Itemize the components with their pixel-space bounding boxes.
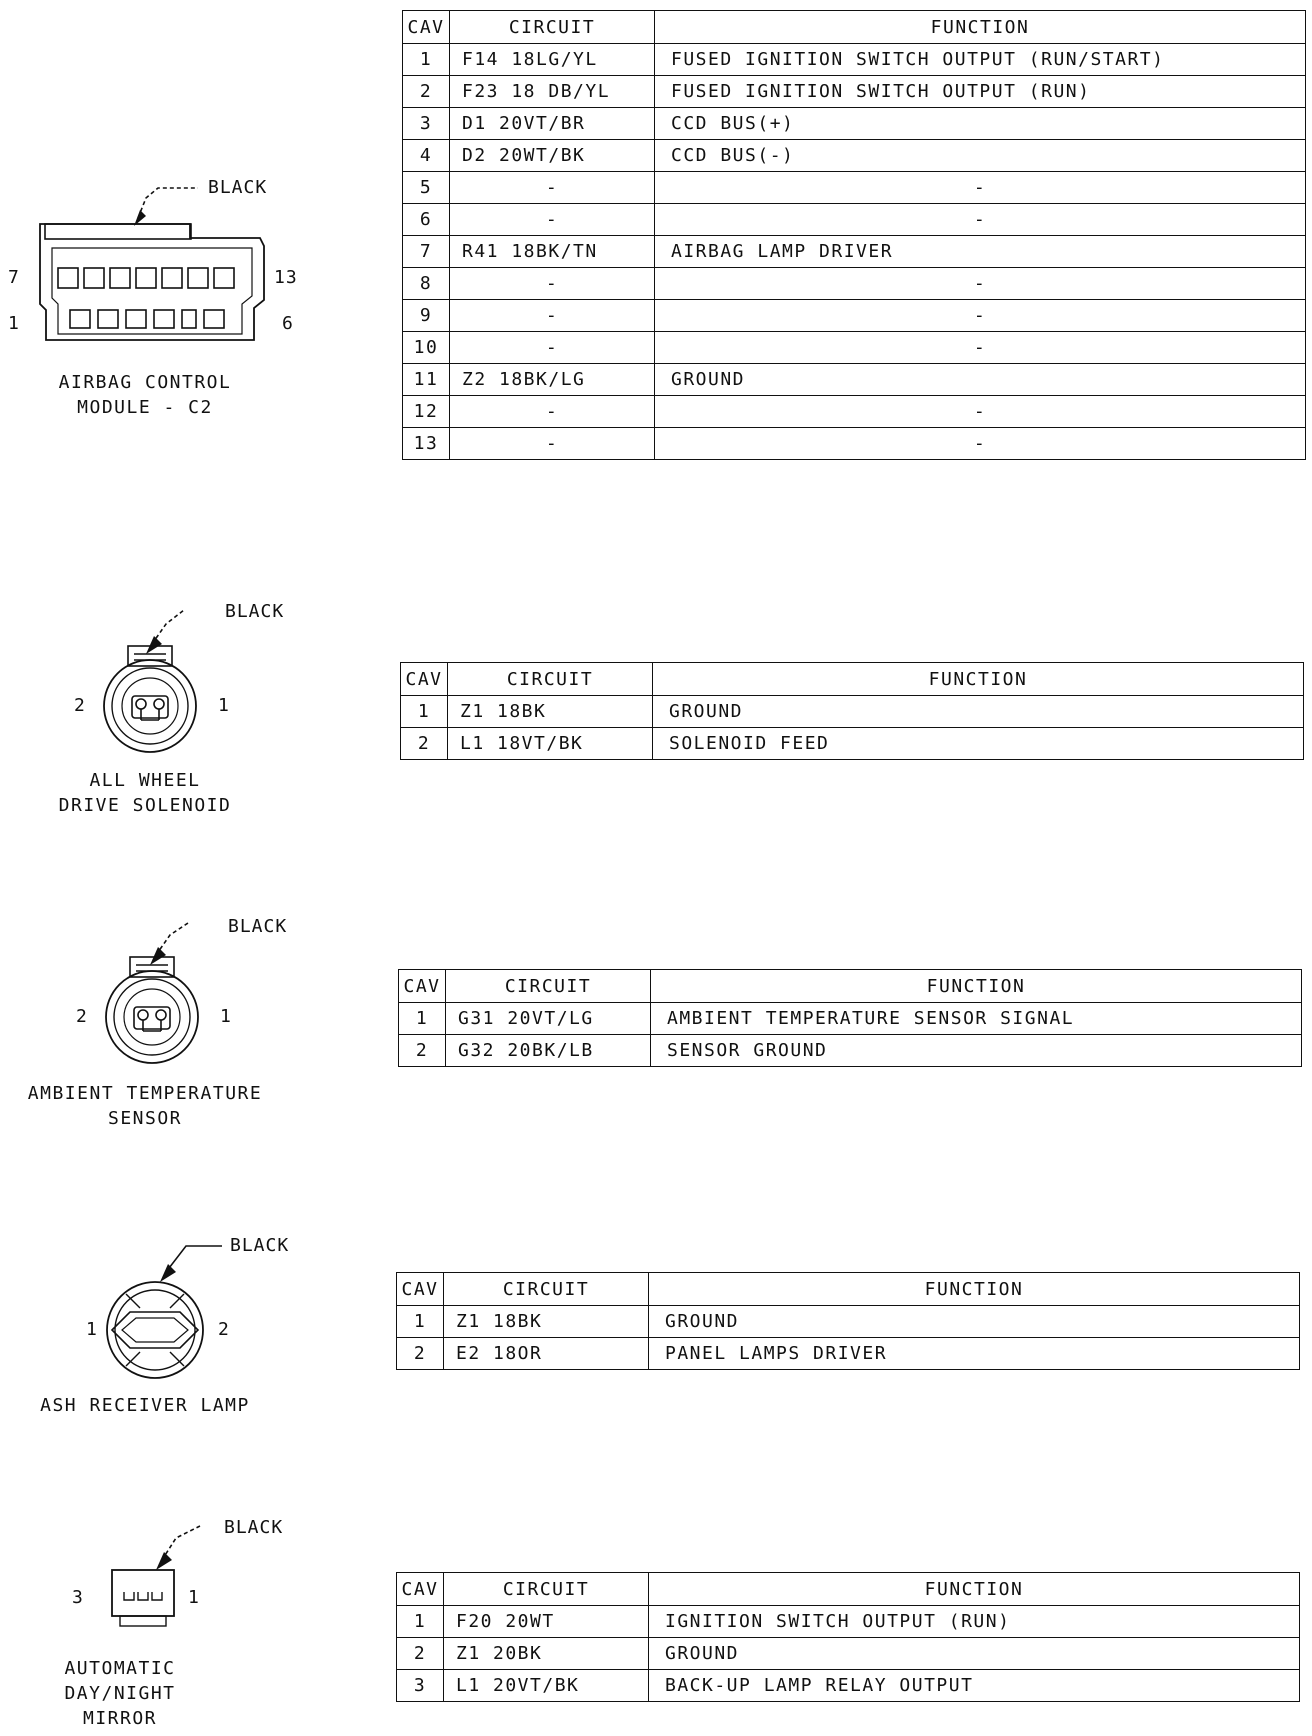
pin-label-bottom-right: 6 — [282, 313, 294, 334]
circuit-cell: D2 20WT/BK — [450, 140, 655, 172]
header-function: FUNCTION — [655, 11, 1306, 44]
table-header-row — [401, 663, 1304, 696]
table-row — [403, 76, 1306, 108]
function-cell: - — [655, 172, 1306, 204]
table-row — [403, 140, 1306, 172]
table-row — [403, 44, 1306, 76]
function-cell: GROUND — [655, 364, 1306, 396]
circuit-cell: G32 20BK/LB — [446, 1035, 651, 1067]
circuit-cell: L1 18VT/BK — [448, 728, 653, 760]
table-header-row — [403, 11, 1306, 44]
connector-all-wheel-drive-solenoid — [0, 590, 1312, 830]
table-row — [403, 396, 1306, 428]
cav-cell: 8 — [403, 268, 450, 300]
header-circuit: CIRCUIT — [448, 663, 653, 696]
cav-cell: 1 — [403, 44, 450, 76]
table-row — [401, 728, 1304, 760]
function-cell: - — [655, 204, 1306, 236]
circuit-cell: F23 18 DB/YL — [450, 76, 655, 108]
table-row — [403, 300, 1306, 332]
table-row — [397, 1306, 1300, 1338]
cav-cell: 2 — [399, 1035, 446, 1067]
header-circuit: CIRCUIT — [444, 1573, 649, 1606]
header-function: FUNCTION — [651, 970, 1302, 1003]
caption-line: SENSOR — [107, 1108, 183, 1129]
color-label: BLACK — [225, 601, 285, 622]
pin-label-top-left: 7 — [8, 267, 20, 288]
caption-line: AIRBAG CONTROL — [58, 372, 232, 393]
table-row — [403, 172, 1306, 204]
connector-automatic-day-night-mirror — [0, 1508, 1312, 1736]
cav-cell: 12 — [403, 396, 450, 428]
caption-line: DRIVE SOLENOID — [58, 795, 232, 816]
table-header-row — [399, 970, 1302, 1003]
header-cav: CAV — [397, 1273, 444, 1306]
circuit-cell: F14 18LG/YL — [450, 44, 655, 76]
header-circuit: CIRCUIT — [446, 970, 651, 1003]
circuit-cell: D1 20VT/BR — [450, 108, 655, 140]
table-row — [397, 1670, 1300, 1702]
function-cell: - — [655, 300, 1306, 332]
pin-label-left: 2 — [74, 695, 86, 716]
connector-caption — [20, 1393, 270, 1418]
circuit-cell: G31 20VT/LG — [446, 1003, 651, 1035]
circuit-cell: - — [450, 428, 655, 460]
cav-cell: 1 — [399, 1003, 446, 1035]
cav-cell: 1 — [401, 696, 448, 728]
header-cav: CAV — [403, 11, 450, 44]
pin-label-top-right: 13 — [274, 267, 298, 288]
pin-label-bottom-left: 1 — [8, 313, 20, 334]
function-cell: FUSED IGNITION SWITCH OUTPUT (RUN) — [655, 76, 1306, 108]
table-row — [401, 696, 1304, 728]
cav-cell: 3 — [397, 1670, 444, 1702]
cav-cell: 9 — [403, 300, 450, 332]
cav-cell: 7 — [403, 236, 450, 268]
table-row — [399, 1003, 1302, 1035]
function-cell: AIRBAG LAMP DRIVER — [655, 236, 1306, 268]
cav-cell: 2 — [397, 1638, 444, 1670]
caption-line: MIRROR — [82, 1708, 158, 1729]
table-header-row — [397, 1573, 1300, 1606]
header-cav: CAV — [399, 970, 446, 1003]
pinout-table — [400, 662, 1304, 760]
connector-caption — [40, 1656, 200, 1731]
connector-ambient-temperature-sensor — [0, 905, 1312, 1145]
cav-cell: 11 — [403, 364, 450, 396]
function-cell: CCD BUS(-) — [655, 140, 1306, 172]
caption-line: AUTOMATIC — [64, 1658, 176, 1679]
function-cell: GROUND — [649, 1306, 1300, 1338]
caption-line: AMBIENT TEMPERATURE — [27, 1083, 263, 1104]
color-label: BLACK — [230, 1235, 290, 1256]
table-header-row — [397, 1273, 1300, 1306]
circuit-cell: L1 20VT/BK — [444, 1670, 649, 1702]
pin-label-right: 1 — [218, 695, 230, 716]
pin-label-left: 2 — [76, 1006, 88, 1027]
cav-cell: 3 — [403, 108, 450, 140]
circuit-cell: E2 18OR — [444, 1338, 649, 1370]
header-circuit: CIRCUIT — [450, 11, 655, 44]
cav-cell: 1 — [397, 1606, 444, 1638]
table-row — [403, 428, 1306, 460]
table-row — [403, 268, 1306, 300]
function-cell: SENSOR GROUND — [651, 1035, 1302, 1067]
cav-cell: 5 — [403, 172, 450, 204]
circuit-cell: - — [450, 172, 655, 204]
circuit-cell: - — [450, 396, 655, 428]
function-cell: IGNITION SWITCH OUTPUT (RUN) — [649, 1606, 1300, 1638]
circuit-cell: R41 18BK/TN — [450, 236, 655, 268]
table-row — [399, 1035, 1302, 1067]
function-cell: SOLENOID FEED — [653, 728, 1304, 760]
connector-caption — [10, 1081, 280, 1131]
connector-caption — [40, 768, 250, 818]
function-cell: - — [655, 332, 1306, 364]
function-cell: - — [655, 428, 1306, 460]
function-cell: CCD BUS(+) — [655, 108, 1306, 140]
pin-label-left: 1 — [86, 1319, 98, 1340]
airbag-connector-drawing — [0, 0, 320, 420]
function-cell: - — [655, 396, 1306, 428]
cav-cell: 2 — [401, 728, 448, 760]
cav-cell: 2 — [397, 1338, 444, 1370]
circuit-cell: Z1 18BK — [448, 696, 653, 728]
cav-cell: 13 — [403, 428, 450, 460]
function-cell: PANEL LAMPS DRIVER — [649, 1338, 1300, 1370]
function-cell: GROUND — [653, 696, 1304, 728]
function-cell: GROUND — [649, 1638, 1300, 1670]
bottom-row-cavities — [70, 310, 224, 328]
connector-caption — [40, 370, 250, 420]
table-row — [397, 1338, 1300, 1370]
table-row — [397, 1606, 1300, 1638]
circuit-cell: Z1 18BK — [444, 1306, 649, 1338]
function-cell: - — [655, 268, 1306, 300]
circuit-cell: - — [450, 300, 655, 332]
caption-line: DAY/NIGHT — [64, 1683, 176, 1704]
header-function: FUNCTION — [649, 1273, 1300, 1306]
table-row — [397, 1638, 1300, 1670]
circuit-cell: - — [450, 332, 655, 364]
function-cell: BACK-UP LAMP RELAY OUTPUT — [649, 1670, 1300, 1702]
header-cav: CAV — [397, 1573, 444, 1606]
cav-cell: 10 — [403, 332, 450, 364]
cav-cell: 1 — [397, 1306, 444, 1338]
connector-airbag-control-module-c2 — [0, 0, 1312, 480]
table-row — [403, 332, 1306, 364]
caption-line: MODULE - C2 — [77, 397, 213, 418]
header-function: FUNCTION — [649, 1573, 1300, 1606]
cav-cell: 2 — [403, 76, 450, 108]
function-cell: FUSED IGNITION SWITCH OUTPUT (RUN/START) — [655, 44, 1306, 76]
top-row-cavities — [58, 268, 234, 288]
pin-label-left: 3 — [72, 1587, 84, 1608]
table-row — [403, 204, 1306, 236]
pinout-table — [396, 1572, 1300, 1702]
pin-label-right: 1 — [220, 1006, 232, 1027]
circuit-cell: Z2 18BK/LG — [450, 364, 655, 396]
pin-label-right: 1 — [188, 1587, 200, 1608]
header-circuit: CIRCUIT — [444, 1273, 649, 1306]
pinout-table — [398, 969, 1302, 1067]
circuit-cell: - — [450, 204, 655, 236]
function-cell: AMBIENT TEMPERATURE SENSOR SIGNAL — [651, 1003, 1302, 1035]
header-cav: CAV — [401, 663, 448, 696]
header-function: FUNCTION — [653, 663, 1304, 696]
caption-line: ALL WHEEL — [89, 770, 201, 791]
color-label: BLACK — [224, 1517, 284, 1538]
color-label: BLACK — [228, 916, 288, 937]
circuit-cell: - — [450, 268, 655, 300]
cav-cell: 6 — [403, 204, 450, 236]
circuit-cell: F20 20WT — [444, 1606, 649, 1638]
table-row — [403, 364, 1306, 396]
pin-label-right: 2 — [218, 1319, 230, 1340]
table-row — [403, 108, 1306, 140]
cav-cell: 4 — [403, 140, 450, 172]
pinout-table — [396, 1272, 1300, 1370]
pinout-table — [402, 10, 1306, 460]
circuit-cell: Z1 20BK — [444, 1638, 649, 1670]
connector-ash-receiver-lamp — [0, 1228, 1312, 1438]
color-label: BLACK — [208, 177, 268, 198]
caption-line: ASH RECEIVER LAMP — [40, 1395, 250, 1416]
table-row — [403, 236, 1306, 268]
